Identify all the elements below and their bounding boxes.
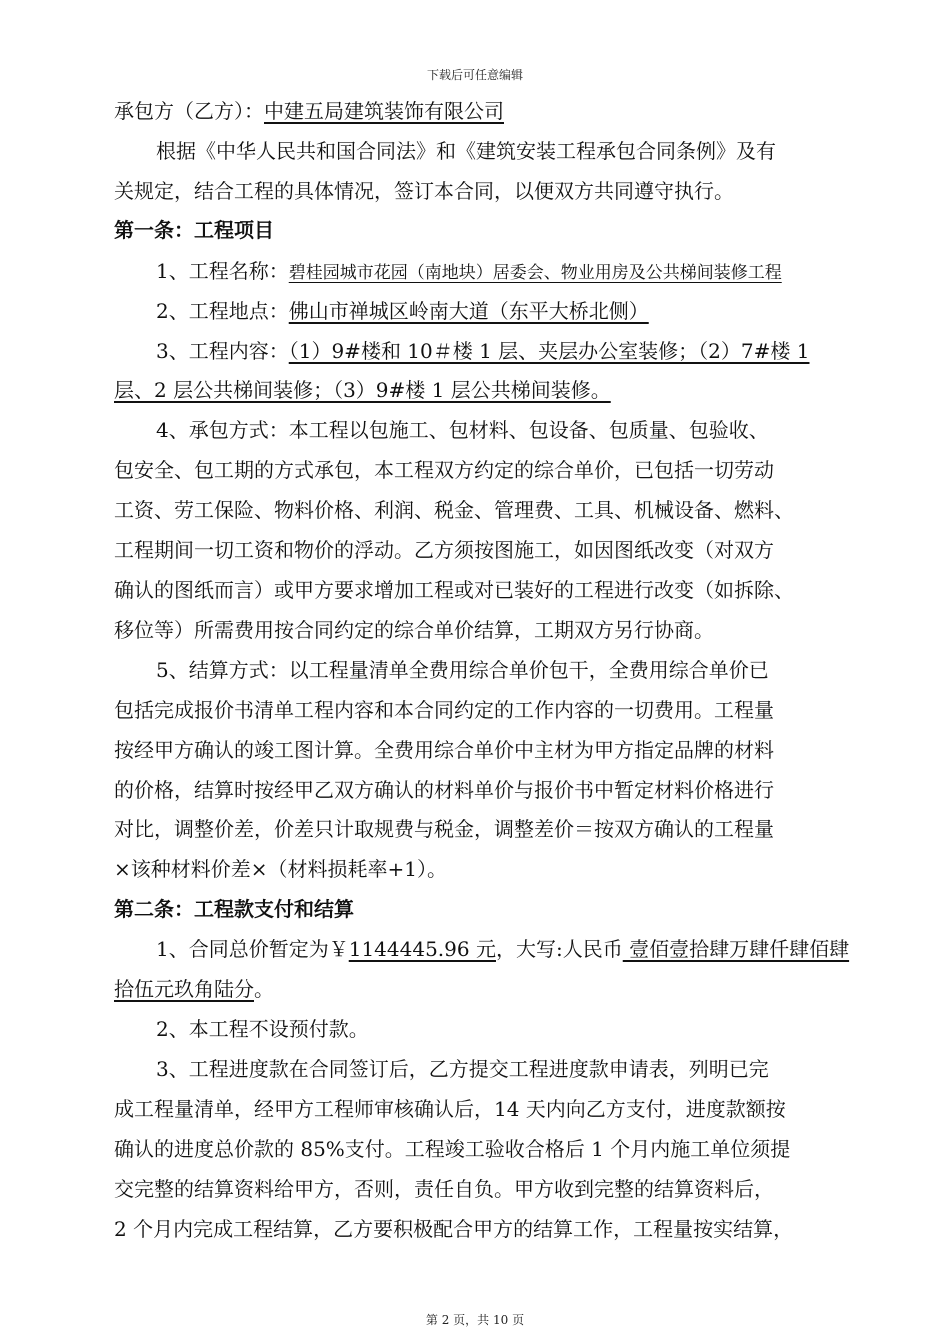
party-b-label: 承包方（乙方）： (114, 99, 264, 123)
contract-price-line (156, 935, 849, 963)
project-name-label: 1、工程名称： (156, 259, 289, 283)
progress-payment-line: 交完整的结算资料给甲方，否则，责任自负。甲方收到完整的结算资料后， (114, 1177, 774, 1201)
contract-mode-line: 移位等）所需费用按合同约定的综合单价结算，工期双方另行协商。 (114, 618, 714, 642)
project-name-line (156, 257, 782, 287)
intro-line: 根据《中华人民共和国合同法》和《建筑安装工程承包合同条例》及有 (156, 139, 776, 163)
project-place-line (156, 297, 649, 325)
project-content-label: 3、工程内容： (156, 339, 289, 363)
project-place-label: 2、工程地点： (156, 299, 289, 323)
progress-payment-line: 3、工程进度款在合同签订后，乙方提交工程进度款申请表，列明已完 (156, 1057, 769, 1081)
project-place-value: 佛山市禅城区岭南大道（东平大桥北侧） (288, 299, 649, 323)
settlement-line: ×该种材料价差×（材料损耗率+1）。 (114, 857, 447, 881)
contract-mode-line: 包安全、包工期的方式承包，本工程双方约定的综合单价，已包括一切劳动 (114, 458, 774, 482)
project-content-value: （1）9#楼和 10＃楼 1 层、夹层办公室装修；（2）7#楼 1 (288, 339, 810, 363)
price-words: 壹佰壹拾肆万肆仟肆佰肆 (622, 937, 850, 961)
progress-payment-line: 2 个月内完成工程结算，乙方要积极配合甲方的结算工作，工程量按实结算， (114, 1217, 794, 1241)
settlement-line: 按经甲方确认的竣工图计算。全费用综合单价中主材为甲方指定品牌的材料 (114, 738, 774, 762)
settlement-line: 5、结算方式：以工程量清单全费用综合单价包干，全费用综合单价已 (156, 658, 769, 682)
price-words: 拾伍元玖角陆分 (114, 977, 254, 1001)
page-footer: 第 2 页，共 10 页 (425, 1313, 525, 1327)
party-b-line (114, 97, 504, 125)
contract-mode-line: 工资、劳工保险、物料价格、利润、税金、管理费、工具、机械设备、燃料、 (114, 498, 794, 522)
price-mid: ，大写:人民币 (495, 937, 623, 961)
page-header: 下载后可任意编辑 (426, 68, 523, 82)
contract-mode-line: 工程期间一切工资和物价的浮动。乙方须按图施工，如因图纸改变（对双方 (114, 538, 774, 562)
project-content-line: 层、2 层公共梯间装修；（3）9#楼 1 层公共梯间装修。 (114, 378, 611, 402)
no-prepayment-line: 2、本工程不设预付款。 (156, 1017, 369, 1041)
settlement-line: 包括完成报价书清单工程内容和本合同约定的工作内容的一切费用。工程量 (114, 698, 774, 722)
progress-payment-line: 确认的进度总价款的 85%支付。工程竣工验收合格后 1 个月内施工单位须提 (114, 1137, 791, 1161)
project-name-value: 碧桂园城市花园（南地块）居委会、物业用房及公共梯间装修工程 (288, 263, 782, 283)
settlement-line: 对比，调整价差，价差只计取规费与税金，调整差价＝按双方确认的工程量 (114, 817, 774, 841)
contract-mode-line: 4、承包方式：本工程以包施工、包材料、包设备、包质量、包验收、 (156, 418, 769, 442)
intro-line: 关规定，结合工程的具体情况，签订本合同，以便双方共同遵守执行。 (114, 179, 734, 203)
price-end: 。 (254, 977, 274, 1001)
contract-mode-line: 确认的图纸而言）或甲方要求增加工程或对已装好的工程进行改变（如拆除、 (114, 578, 794, 602)
price-prefix: 1、合同总价暂定为￥ (156, 937, 349, 961)
article-1-title: 第一条：工程项目 (114, 218, 274, 242)
party-b-name: 中建五局建筑装饰有限公司 (264, 99, 504, 123)
article-2-title: 第二条：工程款支付和结算 (114, 897, 354, 921)
contract-price-line (114, 975, 274, 1003)
progress-payment-line: 成工程量清单，经甲方工程师审核确认后，14 天内向乙方支付，进度款额按 (114, 1097, 786, 1121)
project-content-line (156, 337, 809, 365)
price-value: 1144445.96 元 (348, 937, 496, 961)
settlement-line: 的价格，结算时按经甲乙双方确认的材料单价与报价书中暂定材料价格进行 (114, 778, 774, 802)
